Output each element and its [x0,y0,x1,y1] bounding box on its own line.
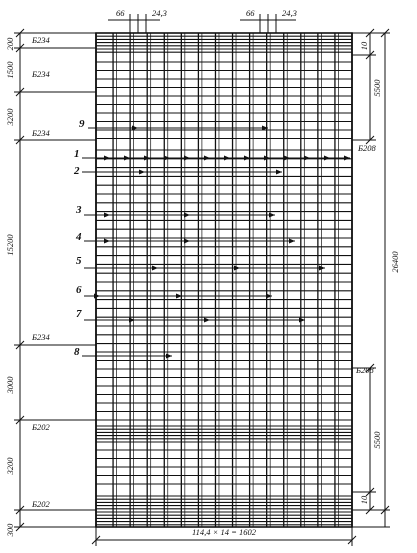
arrow-head-icon [139,170,145,175]
arrow-head-icon [104,239,110,244]
arrow-head-icon [204,318,210,323]
top-dim-1: 66 [116,8,125,18]
callout-8: 8 [74,346,80,358]
right-dim-2: 5500 [372,79,382,97]
right-mark-1: Б208 [358,143,376,153]
left-dim-5: 3000 [5,376,15,394]
arrow-head-icon [276,170,282,175]
left-mark-3: Б234 [32,128,50,138]
right-dim-3: 26400 [390,251,400,273]
left-mark-6: Б202 [32,499,50,509]
arrow-head-icon [319,266,325,271]
top-dimensions [108,14,296,33]
callout-9: 9 [79,118,85,130]
arrow-head-icon [204,156,210,161]
top-dim-3: 66 [246,8,255,18]
arrow-head-icon [184,239,190,244]
left-dim-2: 1500 [5,61,15,79]
left-dim-3: 3200 [5,108,15,126]
top-dim-4: 24,3 [282,8,297,18]
left-mark-5: Б202 [32,422,50,432]
left-mark-2: Б234 [32,69,50,79]
arrow-head-icon [344,156,350,161]
arrow-head-icon [164,156,170,161]
left-dim-7: 300 [5,523,15,537]
arrow-head-icon [124,156,130,161]
arrow-head-icon [304,156,310,161]
left-dimension-chain [14,29,96,531]
arrow-head-icon [104,156,110,161]
arrow-head-icon [289,239,295,244]
callout-7: 7 [76,308,82,320]
mesh-grid [96,33,352,527]
arrow-head-icon [94,294,100,299]
arrow-head-icon [129,318,135,323]
arrow-head-icon [184,213,190,218]
callout-1: 1 [74,148,80,160]
right-dim-5: 10 [359,495,369,505]
arrow-head-icon [184,156,190,161]
left-mark-4: Б234 [32,332,50,342]
callout-2: 2 [74,165,80,177]
callout-5: 5 [76,255,82,267]
mesh-outline [96,33,352,527]
arrow-head-icon [152,266,158,271]
right-mark-2: Б208 [356,365,374,375]
right-dimension-chain [352,29,390,527]
left-dim-1: 200 [5,37,15,51]
arrow-head-icon [324,156,330,161]
arrow-head-icon [266,294,272,299]
arrow-head-icon [234,266,240,271]
callout-6: 6 [76,284,82,296]
callout-4: 4 [76,231,82,243]
bottom-dim: 114,4 × 14 = 1602 [192,527,256,537]
arrow-head-icon [269,213,275,218]
right-dim-1: 10 [359,41,369,51]
right-dim-4: 5500 [372,431,382,449]
callout-3: 3 [76,204,82,216]
left-dim-6: 3200 [5,457,15,475]
arrow-head-icon [166,354,172,359]
top-dim-2: 24,3 [152,8,167,18]
arrow-head-icon [224,156,230,161]
arrow-head-icon [104,213,110,218]
left-mark-1: Б234 [32,35,50,45]
left-dim-4: 15200 [5,234,15,256]
